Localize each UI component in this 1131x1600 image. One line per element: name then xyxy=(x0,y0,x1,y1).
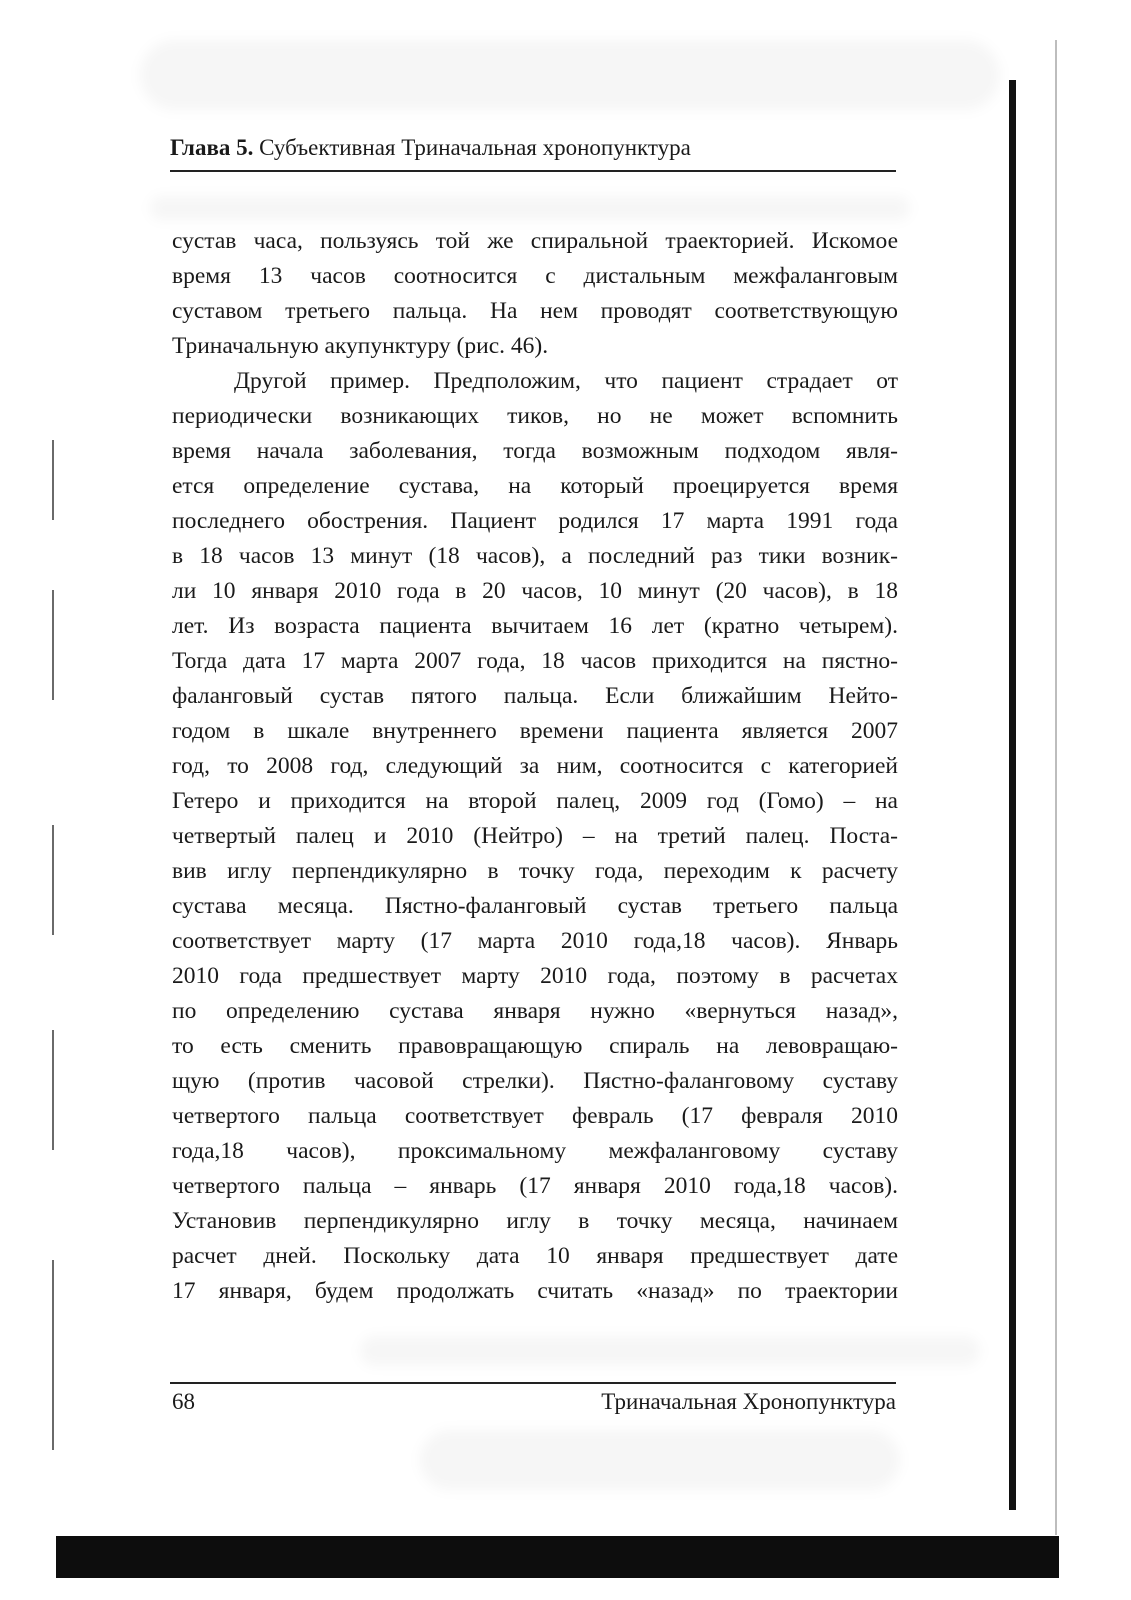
text-line: последнего обострения. Пациент родился 17 марта 1991 года xyxy=(172,508,898,534)
body-text xyxy=(172,224,898,1309)
text-line: Гетеро и приходится на второй палец, 2009 год (Гомо) – на xyxy=(172,788,898,814)
text-line: в 18 часов 13 минут (18 часов), а последний раз тики возник- xyxy=(172,543,898,569)
text-line: годом в шкале внутреннего времени пациента является 2007 xyxy=(172,718,898,744)
scan-right-edge xyxy=(1055,40,1057,1535)
text-line: Триначальную акупунктуру (рис. 46). xyxy=(172,333,549,359)
scan-bottom-bar xyxy=(56,1536,1059,1578)
scan-smudge-bottom xyxy=(420,1430,900,1490)
scan-left-mark xyxy=(52,590,54,700)
paragraph xyxy=(172,364,898,1309)
text-line: ется определение сустава, на который проецируется время xyxy=(172,473,898,499)
text-line: год, то 2008 год, следующий за ним, соотносится с категорией xyxy=(172,753,898,779)
text-line: лет. Из возраста пациента вычитаем 16 лет (кратно четырем). xyxy=(172,613,898,639)
scan-margin xyxy=(0,0,58,1600)
text-line: Установив перпендикулярно иглу в точку месяца, начинаем xyxy=(172,1208,898,1234)
text-line: Другой пример. Предположим, что пациент страдает от xyxy=(234,368,898,394)
footer-book-title: Триначальная Хронопунктура xyxy=(601,1389,896,1414)
text-line: время начала заболевания, тогда возможным подходом явля- xyxy=(172,438,898,464)
text-line: 17 января, будем продолжать считать «назад» по траектории xyxy=(172,1278,898,1304)
text-line: четвертый палец и 2010 (Нейтро) – на третий палец. Поста- xyxy=(172,823,898,849)
scan-smudge-lower xyxy=(360,1336,980,1366)
chapter-title: Субъективная Триначальная хронопунктура xyxy=(259,135,691,160)
page-number: 68 xyxy=(172,1389,195,1414)
text-line: суставом третьего пальца. На нем проводят соответствующую xyxy=(172,298,898,324)
text-line: по определению сустава января нужно «вернуться назад», xyxy=(172,998,898,1024)
text-line: время 13 часов соотносится с дистальным межфаланговым xyxy=(172,263,898,289)
scan-smudge-upper xyxy=(150,196,910,220)
text-line: ли 10 января 2010 года в 20 часов, 10 минут (20 часов), в 18 xyxy=(172,578,898,604)
running-header xyxy=(170,134,896,162)
paragraph xyxy=(172,224,898,364)
header-rule xyxy=(170,170,896,172)
text-line: щую (против часовой стрелки). Пястно-фаланговому суставу xyxy=(172,1068,898,1094)
text-line: то есть сменить правовращающую спираль на левовращаю- xyxy=(172,1033,898,1059)
text-line: периодически возникающих тиков, но не может вспомнить xyxy=(172,403,898,429)
text-line: 2010 года предшествует марту 2010 года, поэтому в расчетах xyxy=(172,963,898,989)
scan-left-mark xyxy=(52,825,54,935)
footer-rule xyxy=(170,1382,896,1384)
scan-left-mark xyxy=(52,1260,54,1450)
text-line: Тогда дата 17 марта 2007 года, 18 часов приходится на пястно- xyxy=(172,648,898,674)
scan-left-mark xyxy=(52,1030,54,1150)
text-line: сустав часа, пользуясь той же спиральной траекторией. Искомое xyxy=(172,228,898,254)
text-line: четвертого пальца – январь (17 января 2010 года,18 часов). xyxy=(172,1173,898,1199)
text-line: расчет дней. Поскольку дата 10 января предшествует дате xyxy=(172,1243,898,1269)
text-line: четвертого пальца соответствует февраль (17 февраля 2010 xyxy=(172,1103,898,1129)
text-line: вив иглу перпендикулярно в точку года, переходим к расчету xyxy=(172,858,898,884)
scan-smudge-top xyxy=(140,40,1000,110)
text-line: соответствует марту (17 марта 2010 года,18 часов). Январь xyxy=(172,928,898,954)
text-line: сустава месяца. Пястно-фаланговый сустав третьего пальца xyxy=(172,893,898,919)
chapter-label: Глава 5. xyxy=(170,135,254,160)
scan-left-mark xyxy=(52,440,54,520)
scan-right-bar xyxy=(1009,80,1016,1510)
text-line: года,18 часов), проксимальному межфаланговому суставу xyxy=(172,1138,898,1164)
text-line: фаланговый сустав пятого пальца. Если ближайшим Нейто- xyxy=(172,683,898,709)
